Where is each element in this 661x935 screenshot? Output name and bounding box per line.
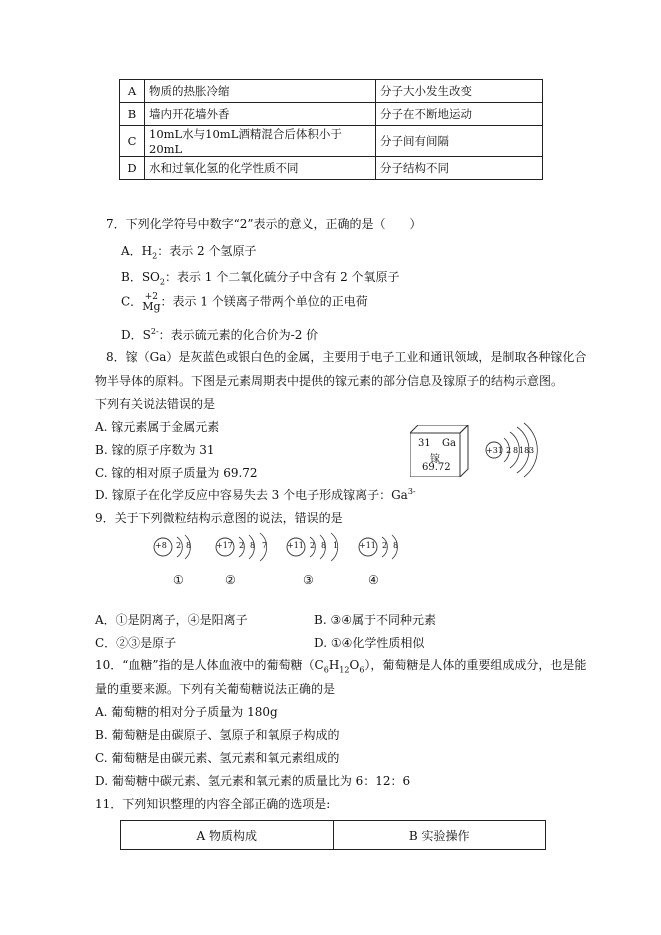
table-cell-letter: D — [120, 157, 145, 180]
option-text: ：表示硫元素的化合价为-2 价 — [158, 328, 319, 342]
shell-electrons: 2 — [506, 446, 512, 455]
formula-subscript: 6 — [359, 665, 365, 675]
table-cell-explanation: 分子结构不同 — [376, 157, 543, 180]
ion-charge: 3- — [407, 487, 416, 496]
nucleus-charge: +17 — [216, 541, 233, 550]
q7-option-c — [121, 292, 368, 312]
q10-option-a: A. 葡萄糖的相对分子质量为 180g — [95, 705, 278, 719]
shell-electrons: 8 — [186, 541, 192, 550]
formula-subscript: 2 — [159, 277, 165, 287]
q7-option-b — [121, 268, 400, 286]
q8-option-a: A. 镓元素属于金属元素 — [95, 420, 220, 434]
shell-electrons: 2 — [310, 541, 316, 550]
shell-electrons: 7 — [262, 541, 268, 550]
shell-electrons: 8 — [393, 541, 399, 550]
option-text: ：表示 1 个镁离子带两个单位的正电荷 — [160, 294, 368, 309]
nucleus-charge: +31 — [486, 446, 503, 455]
q10-option-c: C. 葡萄糖是由碳元素、氢元素和氧元素组成的 — [95, 751, 340, 765]
shell-electrons: 8 — [513, 446, 519, 455]
table-header-row — [121, 821, 546, 850]
table-cell-explanation: 分子大小发生改变 — [376, 80, 543, 103]
q10-line-1 — [95, 656, 586, 674]
formula-symbol: S — [142, 328, 151, 342]
knowledge-table — [120, 820, 546, 850]
q8-line-2: 物半导体的原料。下图是元素周期表中提供的镓元素的部分信息及镓原子的结构示意图。 — [95, 374, 564, 388]
option-label: D． — [121, 328, 143, 342]
q9-option-c: C．②③是原子 — [95, 636, 177, 650]
option-text: D. 镓原子在化学反应中容易失去 3 个电子形成镓离子：Ga — [95, 488, 408, 502]
particle-label: ① — [173, 573, 184, 587]
table-cell-explanation: 分子在不断地运动 — [376, 103, 543, 126]
shell-electrons: 2 — [239, 541, 245, 550]
q10-line-2: 量的重要来源。下列有关葡萄糖说法正确的是 — [95, 682, 336, 696]
shell-electrons: 1 — [333, 541, 339, 550]
shell-electrons: 8 — [250, 541, 256, 550]
table-cell-letter: A — [120, 80, 145, 103]
element-symbol: Ga — [442, 438, 456, 449]
particle-label: ② — [225, 573, 236, 587]
element-number: 31 — [418, 438, 431, 449]
explanation-table — [119, 79, 543, 180]
table-cell-letter: B — [120, 103, 145, 126]
q7-stem: 7．下列化学符号中数字“2”表示的意义，正确的是（ ） — [106, 217, 422, 231]
q7-option-d — [121, 326, 318, 343]
table-row — [120, 103, 543, 126]
formula-subscript: 6 — [323, 665, 329, 675]
shell-electrons: 18 — [519, 446, 530, 455]
q8-option-c: C. 镓的相对原子质量为 69.72 — [95, 466, 258, 480]
formula-subscript: 12 — [339, 665, 350, 675]
q8-line-3: 下列有关说法错误的是 — [95, 397, 216, 411]
option-text: ：表示 1 个二氧化硫分子中含有 2 个氧原子 — [164, 270, 400, 284]
valence-charge: +2 — [144, 292, 158, 302]
formula-symbol: O — [349, 658, 360, 672]
q8-line-1: 8．镓（Ga）是灰蓝色或银白色的金属，主要用于电子工业和通讯领域，是制取各种镓化合 — [106, 350, 587, 364]
table-row — [120, 126, 543, 157]
table-cell-letter: C — [120, 126, 145, 157]
q9-stem: 9．关于下列微粒结构示意图的说法，错误的是 — [95, 511, 343, 525]
table-cell-phenomenon: 10mL水与10mL酒精混合后体积小于20mL — [145, 126, 376, 157]
table-cell-phenomenon: 水和过氧化氢的化学性质不同 — [145, 157, 376, 180]
option-label: C． — [121, 294, 143, 309]
nucleus-charge: +11 — [287, 541, 304, 550]
column-header-a: A 物质构成 — [121, 821, 334, 850]
q10-text: 10．“血糖”指的是人体血液中的葡萄糖（C — [95, 658, 324, 672]
q9-option-d: D. ①④化学性质相似 — [314, 636, 425, 650]
particle-label: ③ — [303, 573, 314, 587]
shell-electrons: 8 — [321, 541, 327, 550]
q9-option-b: B. ③④属于不同种元素 — [314, 613, 436, 627]
q9-option-a: A．①是阴离子，④是阳离子 — [95, 613, 248, 627]
formula-symbol: SO — [141, 270, 160, 284]
table-row — [120, 80, 543, 103]
q7-option-a — [121, 242, 257, 260]
valence-symbol — [142, 292, 160, 312]
column-header-b: B 实验操作 — [333, 821, 546, 850]
element-mass: 69.72 — [422, 462, 451, 473]
formula-subscript: 2 — [152, 251, 158, 261]
table-cell-phenomenon: 墙内开花墙外香 — [145, 103, 376, 126]
element-name: 镓 — [430, 454, 440, 465]
option-label: B． — [121, 270, 142, 284]
shell-electrons: 2 — [382, 541, 388, 550]
nucleus-charge: +11 — [359, 541, 376, 550]
q10-option-b: B. 葡萄糖是由碳原子、氢原子和氧原子构成的 — [95, 728, 340, 742]
table-cell-phenomenon: 物质的热胀冷缩 — [145, 80, 376, 103]
table-row — [120, 157, 543, 180]
q10-text: ），葡萄糖是人体的重要组成成分，也是能 — [364, 658, 587, 672]
particle-label: ④ — [368, 573, 379, 587]
table-cell-explanation: 分子间有间隔 — [376, 126, 543, 157]
formula-symbol: Mg — [142, 300, 161, 313]
q8-option-b: B. 镓的原子序数为 31 — [95, 443, 215, 457]
formula-superscript: 2- — [150, 327, 159, 336]
nucleus-charge: +8 — [155, 541, 167, 550]
q10-option-d: D. 葡萄糖中碳元素、氢元素和氧元素的质量比为 6：12：6 — [95, 774, 411, 788]
q11-stem: 11．下列知识整理的内容全部正确的选项是: — [95, 797, 331, 811]
formula-symbol: H — [141, 244, 153, 258]
shell-electrons: 2 — [176, 541, 182, 550]
shell-electrons: 3 — [529, 446, 535, 455]
formula-symbol: H — [328, 658, 340, 672]
option-label: A． — [121, 244, 142, 258]
option-text: ：表示 2 个氢原子 — [157, 244, 257, 258]
q8-option-d — [95, 486, 416, 503]
